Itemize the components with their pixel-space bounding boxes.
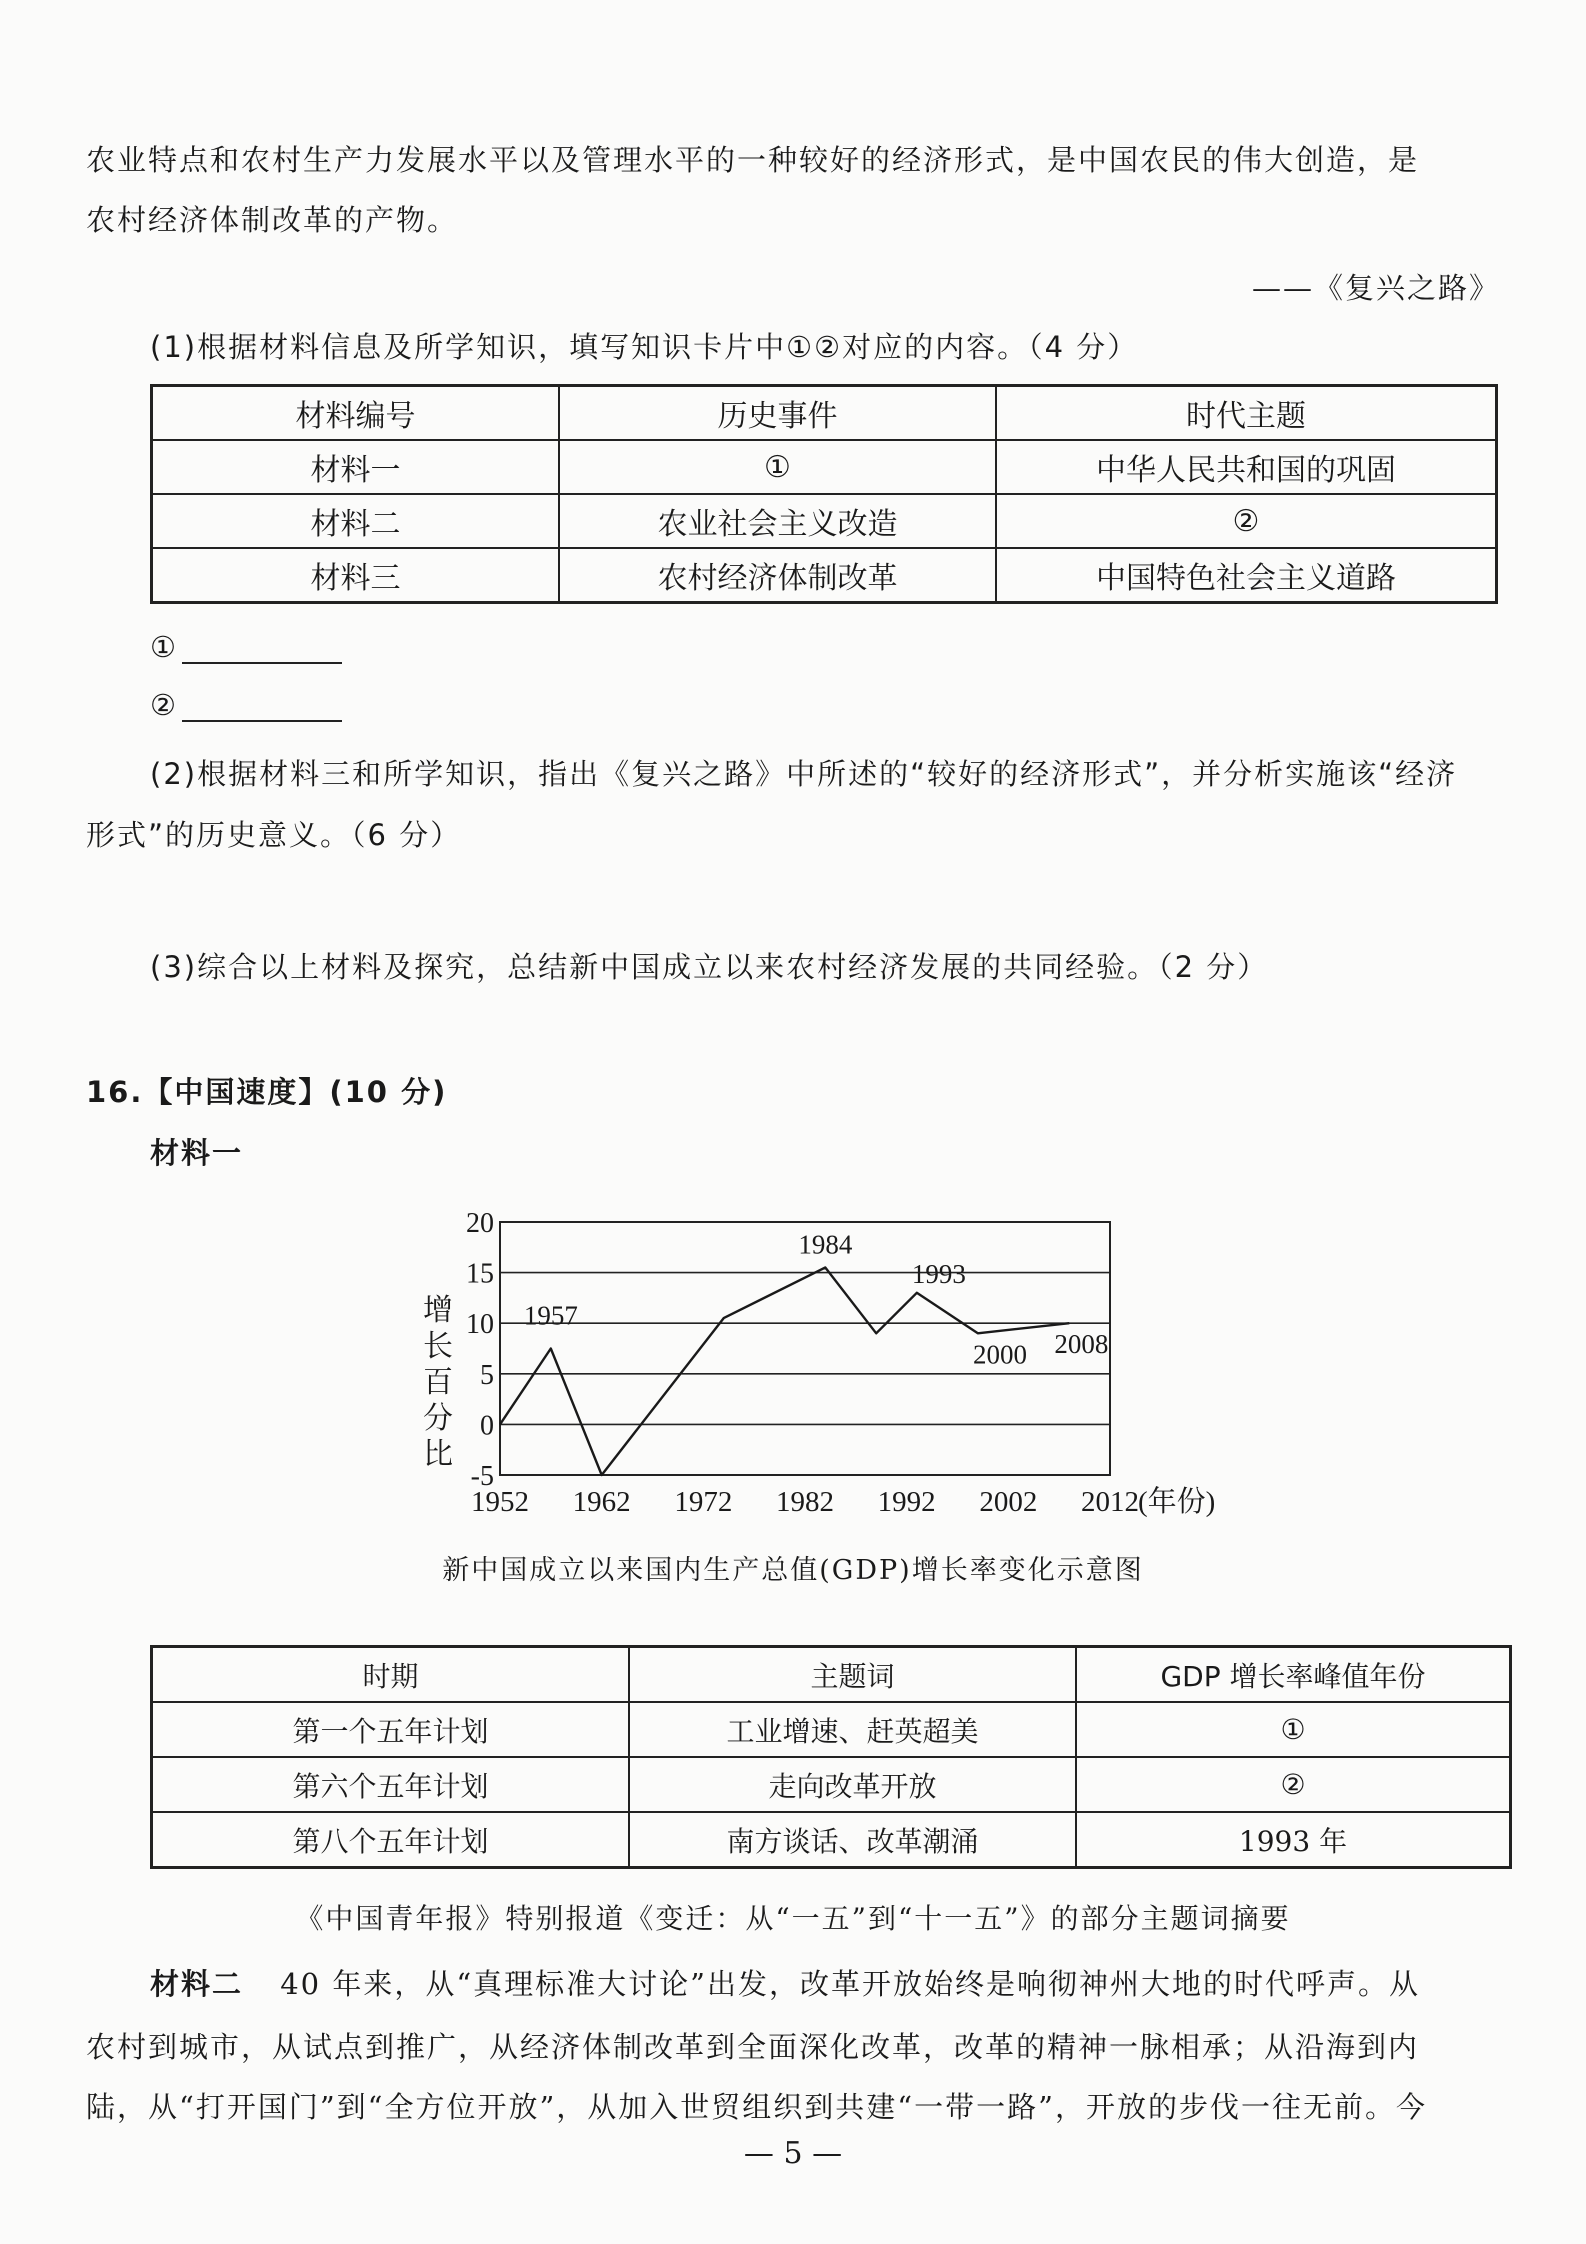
series-line xyxy=(500,1268,1069,1476)
x-tick-label: 1972 xyxy=(674,1486,733,1518)
intro-line-2: 农村经济体制改革的产物。 xyxy=(86,203,459,237)
material2-text: 40 年来，从“真理标准大讨论”出发，改革开放始终是响彻神州大地的时代呼声。从 xyxy=(280,1967,1421,2001)
q16-plan-table xyxy=(150,1645,1512,1869)
q15-part1: (1)根据材料信息及所学知识，填写知识卡片中①②对应的内容。（4 分） xyxy=(150,330,1139,364)
header-cell: 时代主题 xyxy=(996,386,1497,441)
data-label: 1957 xyxy=(523,1300,578,1331)
table-cell: ② xyxy=(1076,1757,1511,1812)
x-tick-label: 1982 xyxy=(776,1486,834,1518)
answer-blank-2[interactable] xyxy=(150,688,342,722)
intro-line-1: 农业特点和农村生产力发展水平以及管理水平的一种较好的经济形式，是中国农民的伟大创造，是 xyxy=(86,143,1420,177)
table-cell: 第六个五年计划 xyxy=(152,1757,630,1812)
x-tick-label: 1992 xyxy=(877,1486,936,1518)
answer-blank-1[interactable] xyxy=(150,630,342,664)
table-cell: ② xyxy=(996,494,1497,548)
material2-label: 材料二 xyxy=(150,1967,244,2001)
x-tick-label: 1952 xyxy=(471,1486,529,1518)
y-tick-label: 5 xyxy=(480,1359,494,1391)
page-number: — 5 — xyxy=(743,2136,843,2171)
table-row xyxy=(152,1757,1511,1812)
header-cell: 历史事件 xyxy=(559,386,996,441)
chart-caption: 新中国成立以来国内生产总值(GDP)增长率变化示意图 xyxy=(442,1555,1144,1586)
table-cell: 工业增速、赶英超美 xyxy=(629,1702,1076,1757)
q16-heading xyxy=(86,1070,447,1111)
header-cell: 材料编号 xyxy=(152,386,560,441)
table-header-row xyxy=(152,386,1497,441)
table-cell: 1993 年 xyxy=(1076,1812,1511,1868)
table-cell: 材料一 xyxy=(152,440,560,494)
header-cell: 时期 xyxy=(152,1647,630,1703)
x-axis-label: (年份) xyxy=(1138,1486,1216,1518)
table-row xyxy=(152,440,1497,494)
intro-source: ——《复兴之路》 xyxy=(1251,271,1500,305)
table-row xyxy=(152,548,1497,603)
material1-label: 材料一 xyxy=(150,1136,244,1170)
y-tick-label: 10 xyxy=(466,1309,494,1341)
table-cell: 中华人民共和国的巩固 xyxy=(996,440,1497,494)
table-cell: 走向改革开放 xyxy=(629,1757,1076,1812)
table-caption: 《中国青年报》特别报道《变迁：从“一五”到“十一五”》的部分主题词摘要 xyxy=(295,1902,1291,1935)
table-cell: 南方谈话、改革潮涌 xyxy=(629,1812,1076,1868)
table-cell: 农业社会主义改造 xyxy=(559,494,996,548)
q15-part2-line-1: (2)根据材料三和所学知识，指出《复兴之路》中所述的“较好的经济形式”，并分析实施该“经济 xyxy=(150,757,1458,791)
data-label: 2008 xyxy=(1054,1329,1109,1360)
table-header-row xyxy=(152,1647,1511,1703)
blank-marker: ① xyxy=(150,630,178,664)
data-label: 1993 xyxy=(911,1258,966,1289)
x-tick-label: 2012 xyxy=(1081,1486,1139,1518)
y-axis-label-char: 增 xyxy=(423,1293,453,1328)
table-cell: 材料二 xyxy=(152,494,560,548)
y-tick-label: 0 xyxy=(480,1410,494,1442)
q15-part2-line-2: 形式”的历史意义。（6 分） xyxy=(86,818,462,852)
blank-marker: ② xyxy=(150,688,178,722)
y-tick-label: 15 xyxy=(466,1258,494,1290)
x-tick-label: 1962 xyxy=(572,1486,631,1518)
y-axis-label-char: 百 xyxy=(423,1365,453,1400)
y-axis-label-char: 长 xyxy=(423,1329,453,1364)
gdp-growth-chart xyxy=(400,1200,1220,1530)
x-tick-label: 2002 xyxy=(979,1486,1038,1518)
q16-heading-text: 16.【中国速度】(10 分) xyxy=(86,1075,448,1109)
material2-line-3: 陆，从“打开国门”到“全方位开放”，从加入世贸组织到共建“一带一路”，开放的步伐一往无前。今 xyxy=(86,2090,1427,2124)
table-cell: 农村经济体制改革 xyxy=(559,548,996,603)
header-cell: 主题词 xyxy=(629,1647,1076,1703)
data-label: 2000 xyxy=(973,1339,1027,1370)
table-row xyxy=(152,1812,1511,1868)
y-axis-label-char: 比 xyxy=(423,1437,453,1472)
table-cell: 材料三 xyxy=(152,548,560,603)
q15-part3: (3)综合以上材料及探究，总结新中国成立以来农村经济发展的共同经验。（2 分） xyxy=(150,950,1269,984)
table-row xyxy=(152,494,1497,548)
y-axis-label-char: 分 xyxy=(423,1401,453,1436)
header-cell: GDP 增长率峰值年份 xyxy=(1076,1647,1511,1703)
table-cell: 第一个五年计划 xyxy=(152,1702,630,1757)
blank-line xyxy=(182,632,342,664)
data-label: 1984 xyxy=(798,1229,853,1260)
material2-line-1 xyxy=(150,1962,1420,2003)
table-row xyxy=(152,1702,1511,1757)
y-tick-label: -5 xyxy=(470,1461,494,1492)
table-cell: 第八个五年计划 xyxy=(152,1812,630,1868)
blank-line xyxy=(182,690,342,722)
q15-knowledge-table xyxy=(150,384,1498,604)
y-tick-label: 20 xyxy=(466,1208,494,1239)
material2-line-2: 农村到城市，从试点到推广，从经济体制改革到全面深化改革，改革的精神一脉相承；从沿海到内 xyxy=(86,2030,1420,2064)
table-cell: ① xyxy=(559,440,996,494)
table-cell: ① xyxy=(1076,1702,1511,1757)
table-cell: 中国特色社会主义道路 xyxy=(996,548,1497,603)
